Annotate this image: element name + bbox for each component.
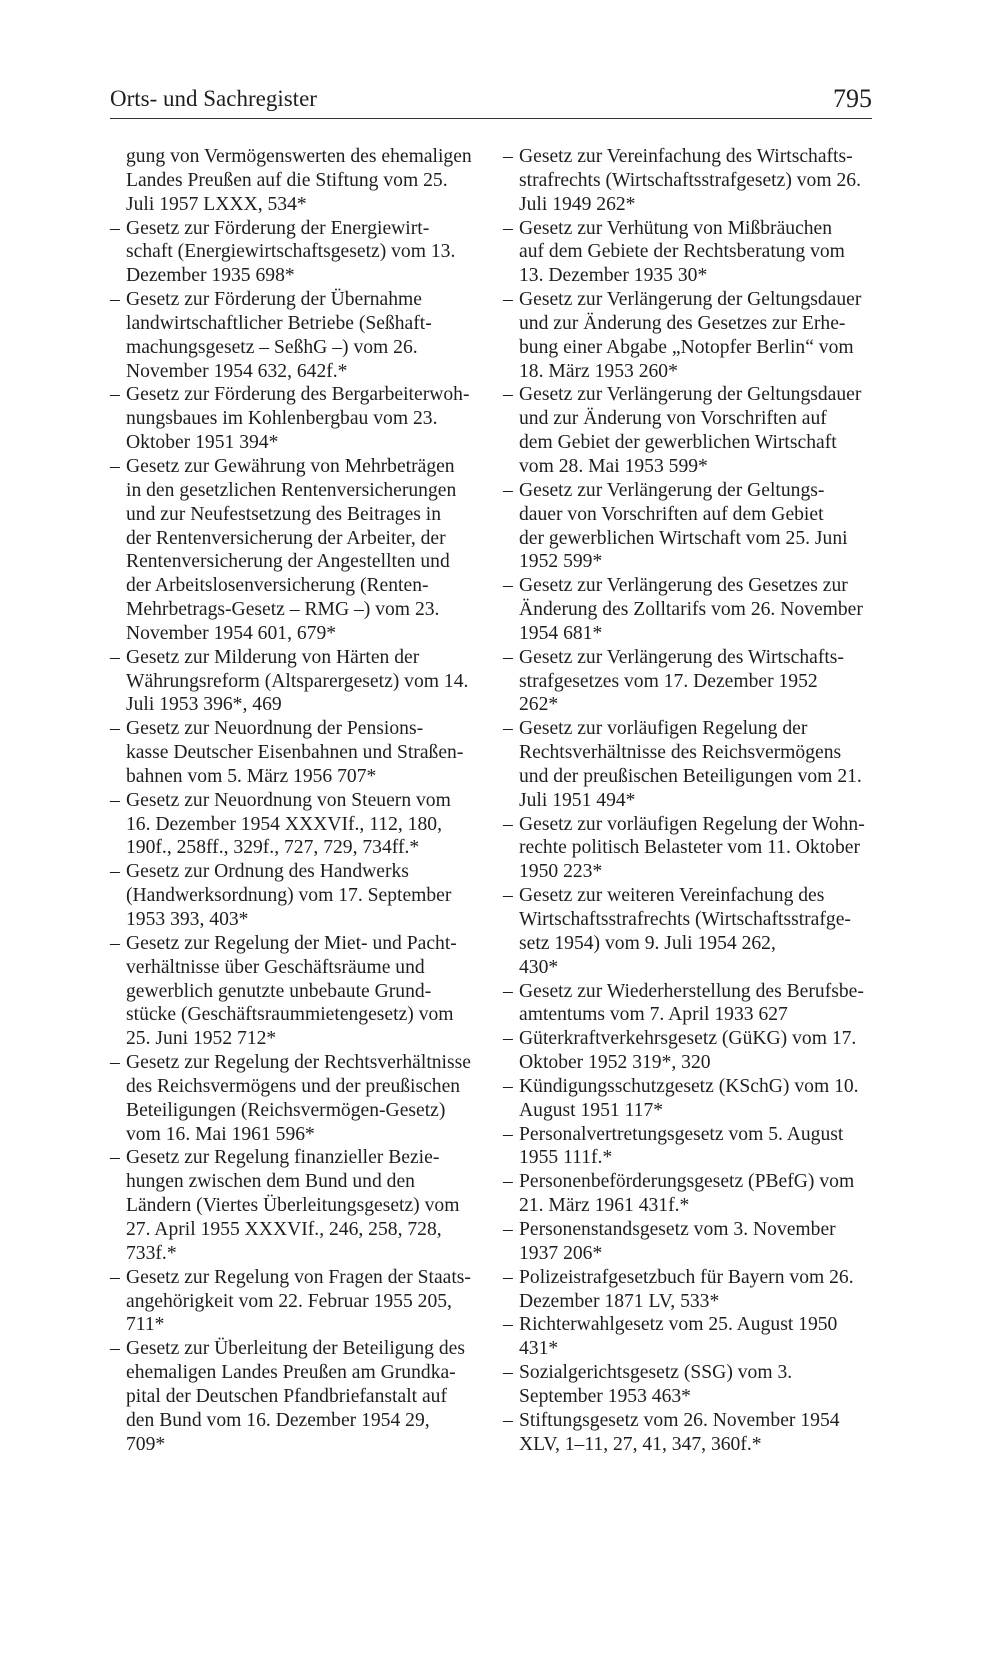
index-entry: – Gesetz zur Förderung der Energiewirt- schaft (Energiewirtschaftsgesetz) vom 13. Dezember 1935 698* — [110, 217, 480, 289]
index-entry: gung von Vermögenswerten des ehemaligen Landes Preußen auf die Stiftung vom 25. Juli 1957 LXXX, 534* — [126, 146, 472, 215]
index-entry: – Güterkraftverkehrsgesetz (GüKG) vom 17. Oktober 1952 319*, 320 — [503, 1027, 872, 1075]
left-column — [110, 145, 480, 1456]
index-entry: – Gesetz zur Ordnung des Handwerks (Handwerksordnung) vom 17. September 1953 393, 403* — [110, 860, 480, 932]
index-entry: – Gesetz zur Förderung des Bergarbeiterwoh- nungsbaues im Kohlenbergbau vom 23. Oktober 1951 394* — [110, 383, 480, 455]
index-entry: – Gesetz zur vorläufigen Regelung der Wohn- rechte politisch Belasteter vom 11. Oktober 1950 223* — [503, 813, 872, 885]
index-entry: – Richterwahlgesetz vom 25. August 1950 431* — [503, 1313, 872, 1361]
index-entry: – Sozialgerichtsgesetz (SSG) vom 3. September 1953 463* — [503, 1361, 872, 1409]
index-entry: – Gesetz zur Regelung finanzieller Bezie- hungen zwischen dem Bund und den Ländern (Viertes Überleitungsgesetz) vom 27. April 1955 XXXVIf., 246, 258, 728, 733f.* — [110, 1146, 480, 1265]
index-entry: – Gesetz zur Verlängerung der Geltungs- dauer von Vorschriften auf dem Gebiet der gewerblichen Wirtschaft vom 25. Juni 1952 599* — [503, 479, 872, 574]
index-entry: – Gesetz zur Überleitung der Beteiligung des ehemaligen Landes Preußen am Grundka- pital der Deutschen Pfandbriefanstalt auf den Bund vom 16. Dezember 1954 29, 709* — [110, 1337, 480, 1456]
header-title: Orts- und Sachregister — [110, 86, 317, 111]
index-entry: – Gesetz zur Wiederherstellung des Berufsbe- amtentums vom 7. April 1933 627 — [503, 980, 872, 1028]
index-entry: – Gesetz zur Förderung der Übernahme landwirtschaftlicher Betriebe (Seßhaft- machungsgesetz – SeßhG –) vom 26. November 1954 632, 642f.* — [110, 288, 480, 383]
index-entry: – Gesetz zur Verlängerung der Geltungsdauer und zur Änderung des Gesetzes zur Erhe- bung einer Abgabe „Notopfer Berlin“ vom 18. März 1953 260* — [503, 288, 872, 383]
index-entry: – Kündigungsschutzgesetz (KSchG) vom 10. August 1951 117* — [503, 1075, 872, 1123]
index-entry: – Gesetz zur weiteren Vereinfachung des Wirtschaftsstrafrechts (Wirtschaftsstrafge- setz 1954) vom 9. Juli 1954 262, 430* — [503, 884, 872, 979]
index-entry: – Gesetz zur Gewährung von Mehrbeträgen in den gesetzlichen Rentenversicherungen und zur Neufestsetzung des Beitrages in der Rentenversicherung der Arbeiter, der Rentenversicherung der Angestellten und der Arbeitslosenversicherung (Renten- Mehrbetrags-Gesetz – RMG –) vom 23. November 1954 601, 679* — [110, 455, 480, 646]
index-entry: – Gesetz zur Verhütung von Mißbräuchen auf dem Gebiete der Rechtsberatung vom 13. Dezember 1935 30* — [503, 217, 872, 289]
index-entry: – Gesetz zur Regelung der Rechtsverhältnisse des Reichsvermögens und der preußischen Beteiligungen (Reichsvermögen-Gesetz) vom 16. Mai 1961 596* — [110, 1051, 480, 1146]
index-entry: – Personenbeförderungsgesetz (PBefG) vom 21. März 1961 431f.* — [503, 1170, 872, 1218]
right-column — [503, 145, 872, 1456]
index-entry: – Gesetz zur Regelung der Miet- und Pacht- verhältnisse über Geschäftsräume und gewerblich genutzte unbebaute Grund- stücke (Geschäftsraummietengesetz) vom 25. Juni 1952 712* — [110, 932, 480, 1051]
running-header — [110, 82, 872, 119]
index-entry: – Gesetz zur Verlängerung des Wirtschafts- strafgesetzes vom 17. Dezember 1952 262* — [503, 646, 872, 718]
index-entry: – Gesetz zur vorläufigen Regelung der Rechtsverhältnisse des Reichsvermögens und der preußischen Beteiligungen vom 21. Juli 1951 494* — [503, 717, 872, 812]
index-entry: – Gesetz zur Neuordnung der Pensions- kasse Deutscher Eisenbahnen und Straßen- bahnen vom 5. März 1956 707* — [110, 717, 480, 789]
index-entry: – Personalvertretungsgesetz vom 5. August 1955 111f.* — [503, 1123, 872, 1171]
index-entry: – Gesetz zur Vereinfachung des Wirtschafts- strafrechts (Wirtschaftsstrafgesetz) vom 26. Juli 1949 262* — [503, 145, 872, 217]
index-entry: – Gesetz zur Milderung von Härten der Währungsreform (Altsparergesetz) vom 14. Juli 1953 396*, 469 — [110, 646, 480, 718]
page-number: 795 — [833, 84, 872, 113]
index-entry: – Gesetz zur Verlängerung des Gesetzes zur Änderung des Zolltarifs vom 26. November 1954 681* — [503, 574, 872, 646]
index-entry: – Gesetz zur Verlängerung der Geltungsdauer und zur Änderung von Vorschriften auf dem Gebiet der gewerblichen Wirtschaft vom 28. Mai 1953 599* — [503, 383, 872, 478]
index-entry: – Personenstandsgesetz vom 3. November 1937 206* — [503, 1218, 872, 1266]
index-entry: – Stiftungsgesetz vom 26. November 1954 XLV, 1–11, 27, 41, 347, 360f.* — [503, 1409, 872, 1457]
index-entry: – Gesetz zur Regelung von Fragen der Staats- angehörigkeit vom 22. Februar 1955 205, 711* — [110, 1266, 480, 1338]
index-entry: – Polizeistrafgesetzbuch für Bayern vom 26. Dezember 1871 LV, 533* — [503, 1266, 872, 1314]
index-entry: – Gesetz zur Neuordnung von Steuern vom 16. Dezember 1954 XXXVIf., 112, 180, 190f., 258ff., 329f., 727, 729, 734ff.* — [110, 789, 480, 861]
